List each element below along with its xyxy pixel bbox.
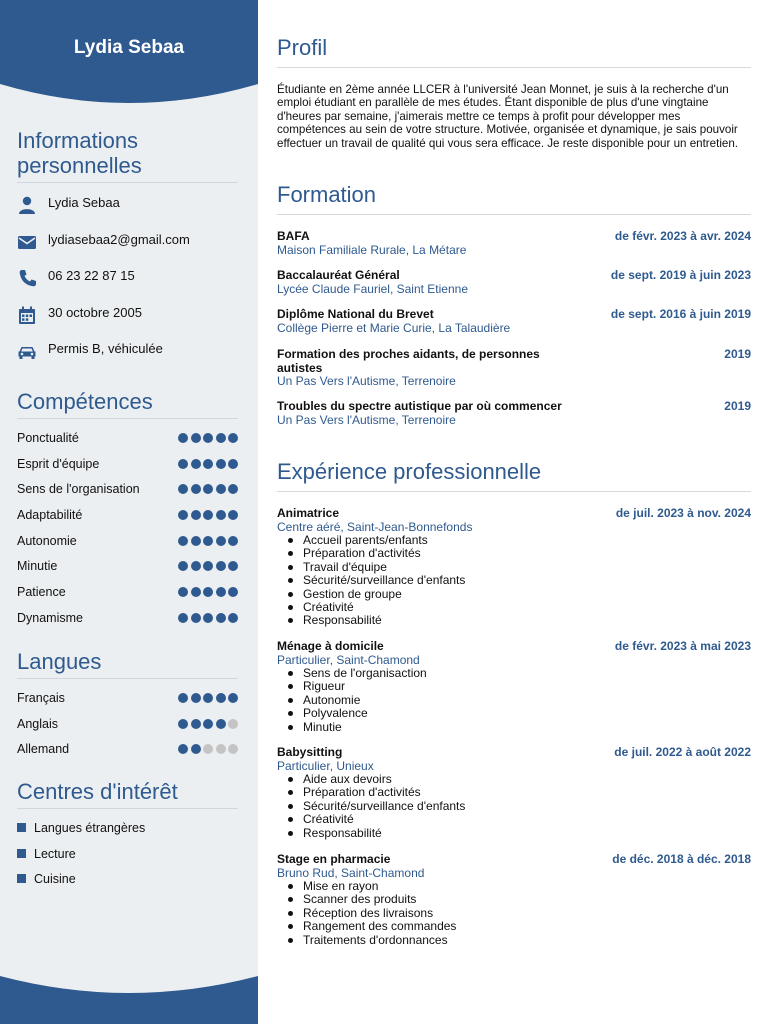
- info-phone-row: [17, 256, 238, 293]
- interest-label: Langues étrangères: [34, 821, 146, 835]
- rating-dot: [178, 459, 188, 469]
- language-row: [17, 736, 238, 762]
- rating-dot: [216, 459, 226, 469]
- info-phone: 06 23 22 87 15: [48, 268, 135, 283]
- calendar-icon: [17, 305, 37, 325]
- info-email[interactable]: lydiasebaa2@gmail.com: [48, 231, 190, 247]
- skill-row: [17, 553, 238, 579]
- language-label: Allemand: [17, 742, 70, 757]
- skill-rating: [178, 536, 238, 546]
- task-item: Créativité: [277, 813, 751, 826]
- skill-rating: [178, 561, 238, 571]
- task-item: Responsabilité: [277, 827, 751, 840]
- education-entry: [277, 269, 751, 296]
- rating-dot: [228, 613, 238, 623]
- task-item: Scanner des produits: [277, 893, 751, 906]
- rating-dot: [228, 744, 238, 754]
- info-license: Permis B, véhiculée: [48, 341, 163, 356]
- skill-label: Sens de l'organisation: [17, 482, 140, 497]
- rating-dot: [216, 510, 226, 520]
- education-place: Lycée Claude Fauriel, Saint Etienne: [277, 281, 469, 296]
- experience-entry: [277, 746, 751, 840]
- skill-row: [17, 425, 238, 451]
- interest-item: [17, 815, 238, 841]
- language-row: [17, 711, 238, 737]
- experience-title: Stage en pharmacie: [277, 852, 391, 866]
- interests-heading: Centres d'intérêt: [17, 779, 238, 809]
- rating-dot: [178, 613, 188, 623]
- rating-dot: [228, 510, 238, 520]
- task-item: Gestion de groupe: [277, 588, 751, 601]
- language-rating: [178, 744, 238, 754]
- education-date: de sept. 2019 à juin 2023: [610, 268, 751, 282]
- rating-dot: [191, 536, 201, 546]
- task-item: Rangement des commandes: [277, 920, 751, 933]
- skill-label: Ponctualité: [17, 431, 79, 445]
- skill-row: [17, 528, 238, 554]
- skill-label: Minutie: [17, 559, 58, 574]
- rating-dot: [191, 510, 201, 520]
- skills-heading: Compétences: [17, 389, 238, 419]
- rating-dot: [191, 744, 201, 754]
- education-entry: [277, 348, 751, 389]
- education-date: 2019: [724, 399, 751, 413]
- rating-dot: [228, 459, 238, 469]
- education-title: Troubles du spectre autistique par où commencer: [277, 399, 562, 413]
- rating-dot: [228, 693, 238, 703]
- education-title: Diplôme National du Brevet: [277, 307, 434, 321]
- education-entry: [277, 308, 751, 335]
- task-item: Travail d'équipe: [277, 561, 751, 574]
- education-title: Formation des proches aidants, de personnes autistes: [277, 347, 540, 375]
- rating-dot: [178, 433, 188, 443]
- experience-title: Ménage à domicile: [277, 639, 384, 653]
- education-date: 2019: [724, 347, 751, 361]
- task-item: Autonomie: [277, 694, 751, 707]
- skill-rating: [178, 587, 238, 597]
- rating-dot: [203, 561, 213, 571]
- rating-dot: [191, 613, 201, 623]
- rating-dot: [228, 433, 238, 443]
- task-item: Réception des livraisons: [277, 907, 751, 920]
- language-rating: [178, 719, 238, 729]
- info-birthdate-row: [17, 293, 238, 330]
- rating-dot: [203, 484, 213, 494]
- skills-section: [17, 389, 238, 631]
- languages-list: [17, 685, 238, 762]
- candidate-name: Lydia Sebaa: [73, 37, 185, 58]
- skill-rating: [178, 484, 238, 494]
- education-title: Baccalauréat Général: [277, 268, 400, 282]
- experience-place: Particulier, Saint-Chamond: [277, 652, 420, 667]
- experience-date: de juil. 2023 à nov. 2024: [615, 506, 751, 520]
- experience-date: de févr. 2023 à mai 2023: [614, 639, 751, 653]
- experience-place: Bruno Rud, Saint-Chamond: [277, 865, 425, 880]
- task-item: Préparation d'activités: [277, 786, 751, 799]
- rating-dot: [203, 744, 213, 754]
- experience-title: Animatrice: [277, 506, 340, 520]
- rating-dot: [228, 587, 238, 597]
- rating-dot: [203, 613, 213, 623]
- skill-row: [17, 502, 238, 528]
- rating-dot: [191, 693, 201, 703]
- education-title: BAFA: [277, 229, 310, 243]
- rating-dot: [216, 719, 226, 729]
- rating-dot: [191, 587, 201, 597]
- experience-place: Centre aéré, Saint-Jean-Bonnefonds: [277, 519, 473, 534]
- education-heading: Formation: [277, 182, 751, 215]
- skill-row: [17, 605, 238, 631]
- person-icon: [17, 195, 37, 215]
- rating-dot: [203, 693, 213, 703]
- info-name-row: [17, 183, 238, 220]
- profile-text: Étudiante en 2ème année LLCER à l'université Jean Monnet, je suis à la recherche d'un emploi étudiant en parallèle de mes études. Étant disponible de plus d'une vingtaine d'heures par semaine, j'aimerais mettre ce temps à profit pour développer mes compétences au sein de votre structure. Motivée, organisée et dynamique, je sais pouvoir effectuer un travail de qualité qui vous sera efficace. Je reste disponible pour un entretien.: [277, 83, 739, 150]
- rating-dot: [178, 693, 188, 703]
- sidebar: [0, 0, 258, 1024]
- interest-item: [17, 866, 238, 892]
- skill-rating: [178, 613, 238, 623]
- rating-dot: [191, 484, 201, 494]
- info-email-row: [17, 220, 238, 257]
- skills-list: [17, 425, 238, 631]
- rating-dot: [203, 433, 213, 443]
- rating-dot: [216, 536, 226, 546]
- rating-dot: [178, 587, 188, 597]
- rating-dot: [216, 561, 226, 571]
- rating-dot: [178, 561, 188, 571]
- interest-item: [17, 841, 238, 867]
- skill-label: Dynamisme: [17, 610, 83, 625]
- rating-dot: [216, 693, 226, 703]
- education-place: Collège Pierre et Marie Curie, La Talaudière: [277, 320, 511, 335]
- task-item: Mise en rayon: [277, 880, 751, 893]
- skill-row: [17, 476, 238, 502]
- personal-info-section: [17, 128, 238, 366]
- task-item: Aide aux devoirs: [277, 773, 751, 786]
- experience-tasks: [277, 534, 751, 628]
- skill-label: Adaptabilité: [17, 508, 83, 523]
- info-birthdate: 30 octobre 2005: [48, 304, 142, 320]
- rating-dot: [228, 561, 238, 571]
- rating-dot: [216, 433, 226, 443]
- rating-dot: [228, 719, 238, 729]
- rating-dot: [216, 484, 226, 494]
- education-entry: [277, 400, 751, 427]
- rating-dot: [178, 510, 188, 520]
- experience-date: de juil. 2022 à août 2022: [614, 745, 751, 759]
- profile-heading: Profil: [277, 35, 751, 68]
- task-item: Accueil parents/enfants: [277, 534, 751, 547]
- square-bullet-icon: [17, 849, 26, 858]
- interest-label: Lecture: [34, 846, 76, 861]
- rating-dot: [178, 719, 188, 729]
- language-label: Anglais: [17, 716, 58, 731]
- education-place: Un Pas Vers l'Autisme, Terrenoire: [277, 374, 456, 388]
- task-item: Minutie: [277, 721, 751, 734]
- education-date: de févr. 2023 à avr. 2024: [614, 229, 751, 243]
- languages-section: [17, 649, 238, 762]
- skill-row: [17, 451, 238, 477]
- skill-rating: [178, 459, 238, 469]
- square-bullet-icon: [17, 823, 26, 832]
- square-bullet-icon: [17, 874, 26, 883]
- interests-list: [17, 815, 238, 892]
- interests-section: [17, 779, 238, 892]
- experience-title: Babysitting: [277, 745, 343, 759]
- rating-dot: [203, 510, 213, 520]
- task-item: Sécurité/surveillance d'enfants: [277, 574, 751, 587]
- envelope-icon: [17, 232, 37, 252]
- languages-heading: Langues: [17, 649, 238, 679]
- info-name: Lydia Sebaa: [48, 195, 120, 210]
- language-rating: [178, 693, 238, 703]
- skill-label: Autonomie: [17, 533, 77, 548]
- sidebar-footer-shape: [0, 976, 258, 1024]
- task-item: Traitements d'ordonnances: [277, 934, 751, 947]
- personal-info-list: [17, 183, 238, 366]
- language-row: [17, 685, 238, 711]
- rating-dot: [191, 561, 201, 571]
- rating-dot: [178, 536, 188, 546]
- rating-dot: [203, 587, 213, 597]
- task-item: Créativité: [277, 601, 751, 614]
- education-place: Un Pas Vers l'Autisme, Terrenoire: [277, 412, 456, 427]
- skill-row: [17, 579, 238, 605]
- rating-dot: [191, 433, 201, 443]
- rating-dot: [216, 613, 226, 623]
- task-item: Préparation d'activités: [277, 547, 751, 560]
- experience-date: de déc. 2018 à déc. 2018: [612, 852, 751, 866]
- phone-icon: [17, 268, 37, 288]
- experience-tasks: [277, 880, 751, 947]
- experience-heading: Expérience professionnelle: [277, 459, 751, 492]
- rating-dot: [191, 719, 201, 729]
- rating-dot: [178, 744, 188, 754]
- skill-rating: [178, 433, 238, 443]
- experience-tasks: [277, 773, 751, 840]
- task-item: Sécurité/surveillance d'enfants: [277, 800, 751, 813]
- personal-info-heading: Informations personnelles: [17, 128, 238, 183]
- rating-dot: [228, 484, 238, 494]
- skill-label: Esprit d'équipe: [17, 456, 100, 471]
- rating-dot: [203, 459, 213, 469]
- experience-place: Particulier, Unieux: [277, 758, 374, 773]
- task-item: Sens de l'organisaction: [277, 667, 751, 680]
- rating-dot: [228, 536, 238, 546]
- interest-label: Cuisine: [34, 872, 76, 887]
- skill-label: Patience: [17, 585, 66, 600]
- rating-dot: [191, 459, 201, 469]
- education-entry: [277, 230, 751, 257]
- rating-dot: [203, 536, 213, 546]
- info-license-row: [17, 329, 238, 366]
- rating-dot: [178, 484, 188, 494]
- experience-entry: [277, 853, 751, 947]
- task-item: Responsabilité: [277, 614, 751, 627]
- task-item: Rigueur: [277, 680, 751, 693]
- experience-entry: [277, 507, 751, 628]
- rating-dot: [216, 587, 226, 597]
- education-date: de sept. 2016 à juin 2019: [610, 307, 751, 321]
- experience-entry: [277, 640, 751, 734]
- education-place: Maison Familiale Rurale, La Métare: [277, 242, 467, 257]
- rating-dot: [203, 719, 213, 729]
- car-icon: [17, 341, 37, 361]
- language-label: Français: [17, 691, 65, 705]
- experience-tasks: [277, 667, 751, 734]
- skill-rating: [178, 510, 238, 520]
- task-item: Polyvalence: [277, 707, 751, 720]
- rating-dot: [216, 744, 226, 754]
